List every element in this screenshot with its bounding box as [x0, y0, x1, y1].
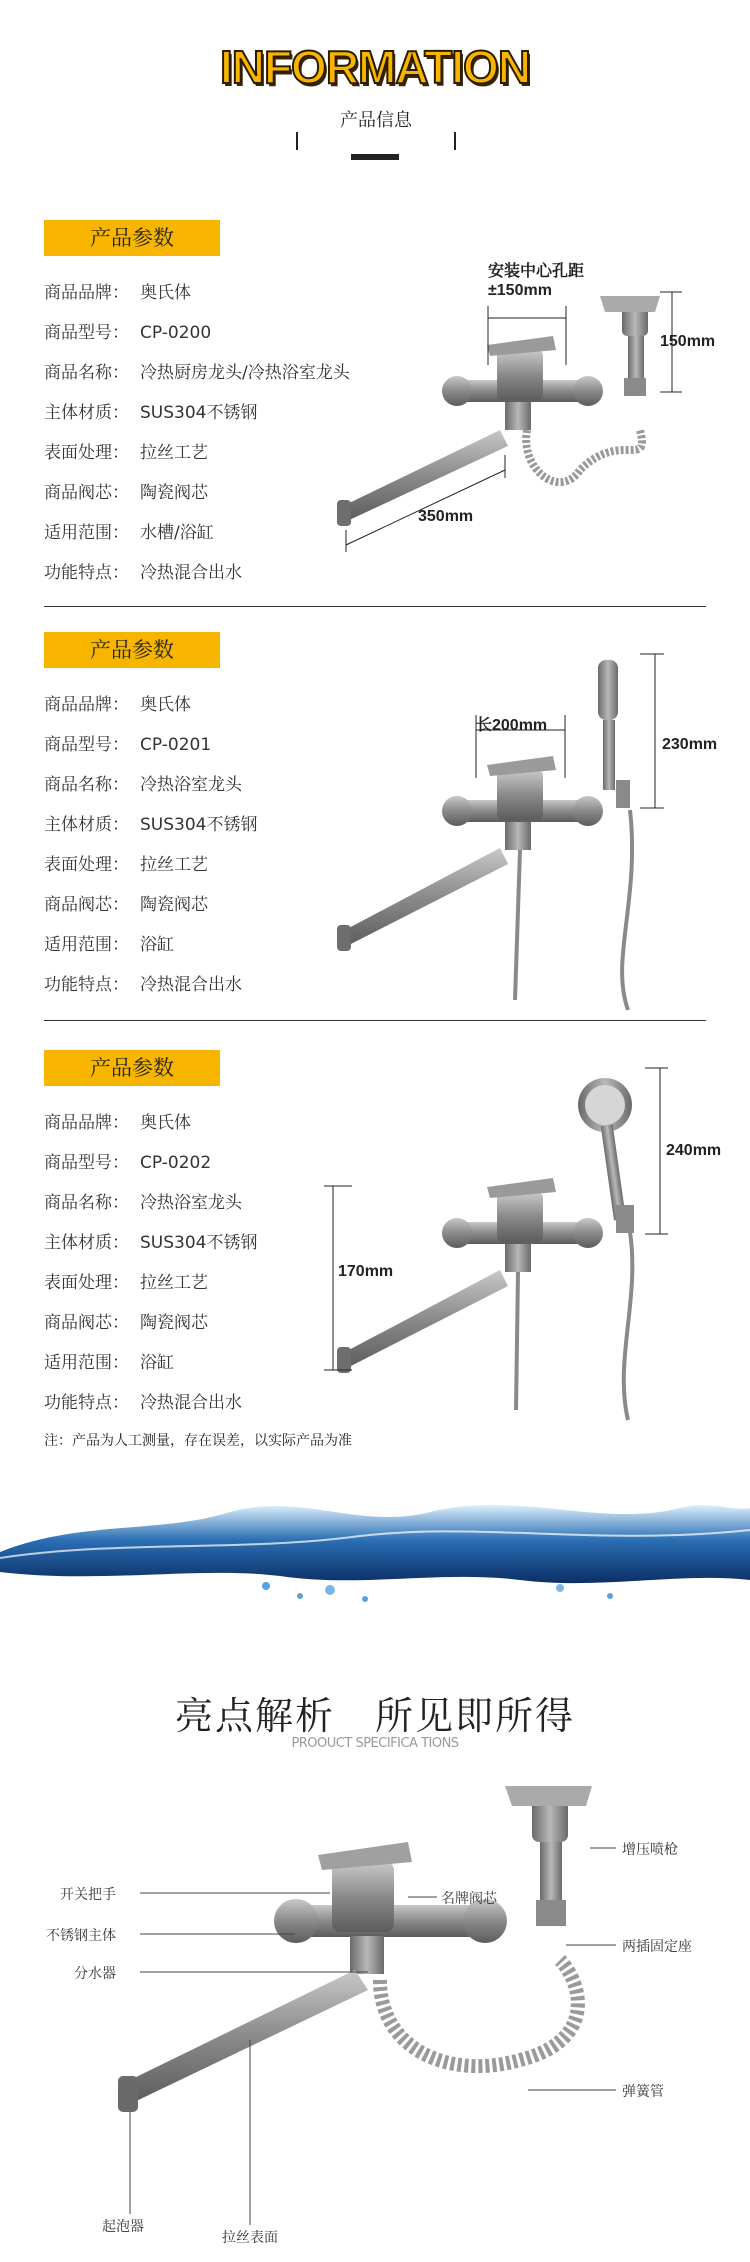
measurement-note: 注：产品为人工测量，存在误差，以实际产品为准	[44, 1433, 352, 1449]
spec-row: 商品阀芯： 陶瓷阀芯	[44, 483, 208, 503]
dim-label: 长200mm	[476, 717, 548, 734]
spec-row: 主体材质： SUS304不锈钢	[44, 815, 258, 835]
spec-row: 商品阀芯： 陶瓷阀芯	[44, 895, 208, 915]
information-title: INFORMATION	[219, 41, 531, 93]
dim-label: 230mm	[662, 736, 718, 753]
dim-label: 170mm	[338, 1263, 394, 1280]
spec-row: 商品品牌： 奥氏体	[44, 1113, 191, 1133]
callout-aerator: 起泡器	[102, 2219, 144, 2235]
highlights-title: 亮点解析 所见即所得	[174, 1694, 575, 1738]
faucet-highlight	[118, 1786, 592, 2112]
callout-holder: 两插固定座	[622, 1939, 692, 1955]
spec-row: 商品型号： CP-0202	[44, 1153, 212, 1173]
dim-label: 150mm	[660, 333, 716, 350]
spec-row: 商品品牌： 奥氏体	[44, 695, 191, 715]
spec-row: 商品名称： 冷热厨房龙头/冷热浴室龙头	[44, 363, 350, 383]
params-badge-1: 产品参数	[44, 220, 220, 256]
callout-surface: 拉丝表面	[222, 2230, 278, 2246]
highlights-subtitle: PROOUCT SPECIFICA TIONS	[291, 1736, 459, 1751]
spec-row: 适用范围： 浴缸	[44, 1353, 174, 1373]
spec-row: 表面处理： 拉丝工艺	[44, 855, 208, 875]
callout-handle: 开关把手	[60, 1887, 116, 1903]
dim-label: 240mm	[666, 1142, 722, 1159]
callout-diverter: 分水器	[74, 1966, 116, 1982]
spec-row: 功能特点： 冷热混合出水	[44, 563, 242, 583]
params-badge-3: 产品参数	[44, 1050, 220, 1086]
spec-row: 主体材质： SUS304不锈钢	[44, 403, 258, 423]
callout-valve: 名牌阀芯	[441, 1891, 497, 1907]
dim-label: ±150mm	[488, 282, 552, 299]
spec-row: 表面处理： 拉丝工艺	[44, 443, 208, 463]
spec-row: 主体材质： SUS304不锈钢	[44, 1233, 258, 1253]
spec-row: 商品名称： 冷热浴室龙头	[44, 1193, 242, 1213]
subtitle: 产品信息	[296, 106, 456, 132]
spec-row: 商品名称： 冷热浴室龙头	[44, 775, 242, 795]
params-badge-2: 产品参数	[44, 632, 220, 668]
spec-row: 表面处理： 拉丝工艺	[44, 1273, 208, 1293]
spec-row: 商品型号： CP-0200	[44, 323, 212, 343]
dim-label: 安装中心孔距	[488, 263, 585, 280]
callout-body: 不锈钢主体	[46, 1928, 116, 1944]
spec-row: 商品品牌： 奥氏体	[44, 283, 191, 303]
callout-spring-hose: 弹簧管	[622, 2084, 664, 2100]
spec-row: 适用范围： 浴缸	[44, 935, 174, 955]
spec-row: 适用范围： 水槽/浴缸	[44, 523, 214, 543]
spec-row: 功能特点： 冷热混合出水	[44, 1393, 242, 1413]
spec-row: 功能特点： 冷热混合出水	[44, 975, 242, 995]
spec-row: 商品阀芯： 陶瓷阀芯	[44, 1313, 208, 1333]
spec-row: 商品型号： CP-0201	[44, 735, 212, 755]
callout-spray-gun: 增压喷枪	[622, 1842, 678, 1858]
dim-label: 350mm	[418, 508, 474, 525]
